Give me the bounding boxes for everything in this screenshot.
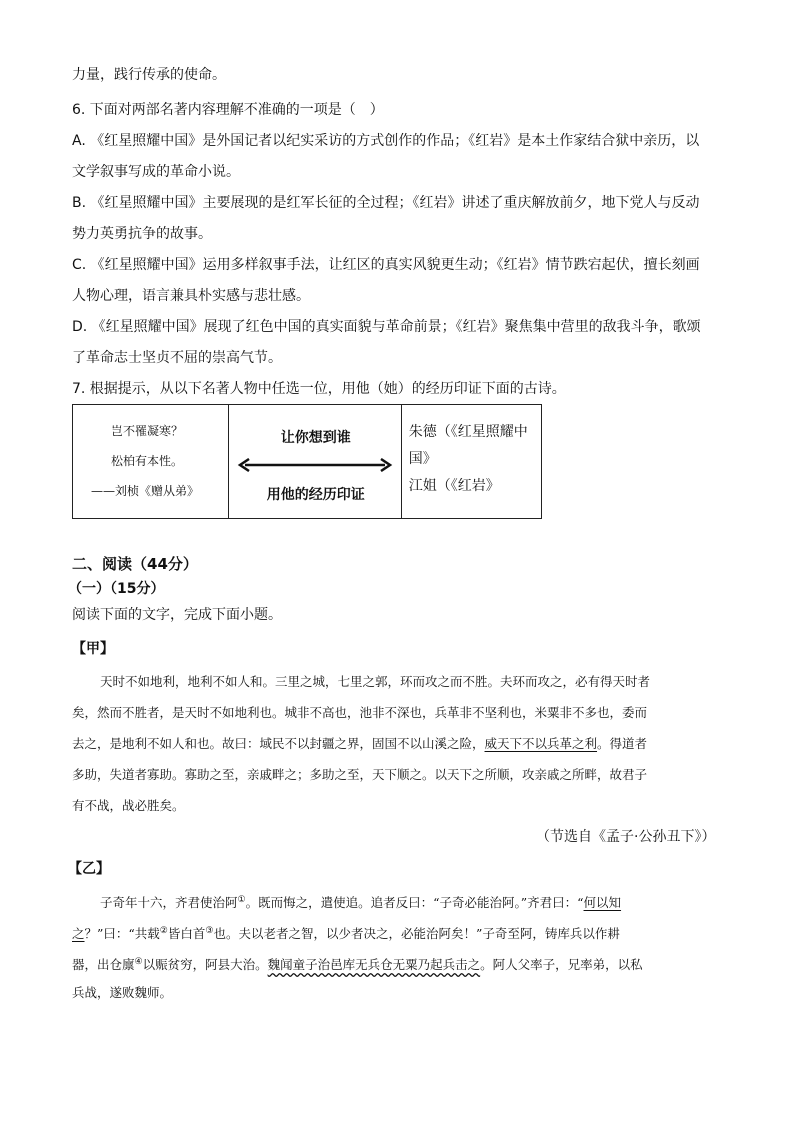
- jia-line-4: 多助，失道者寡助。寡助之至，亲戚畔之；多助之至，天下顺之。以天下之所顺，攻亲戚之所畔，故君子: [72, 767, 648, 782]
- yi-line-1: 子奇年十六，齐君使治阿①。既而悔之，遣使追。追者反曰：“子奇必能治阿。”齐君曰：“何以知: [100, 895, 622, 911]
- question-7-table: [72, 404, 542, 519]
- character-jiangjie: 江姐（《红岩》: [408, 478, 500, 494]
- paragraph-line: 力量，践行传承的使命。: [72, 67, 226, 83]
- poem-line-1: 岂不罹凝寒？: [111, 424, 184, 438]
- option-d-line-1: D. 《红星照耀中国》展现了红色中国的真实面貌与革命前景；《红岩》聚焦集中营里的敌我斗争，歌颂: [72, 319, 701, 335]
- question-6-stem: 6. 下面对两部名著内容理解不准确的一项是（ ）: [72, 102, 384, 118]
- footnote-marker: ②: [159, 926, 168, 936]
- poem-line-2: 松柏有本性。: [111, 454, 184, 468]
- jia-line-1: 天时不如地利，地利不如人和。三里之城，七里之郭，环而攻之而不胜。夫环而攻之，必有得天时者: [100, 674, 651, 689]
- jia-line-2: 矣，然而不胜者，是天时不如地利也。城非不高也，池非不深也，兵革非不坚利也，米粟非不多也，委而: [72, 705, 648, 720]
- jia-line-5: 有不战，战必胜矣。: [72, 798, 185, 813]
- option-b-line-1: B. 《红星照耀中国》主要展现的是红军长征的全过程；《红岩》讲述了重庆解放前夕，地下党人与反动: [72, 195, 700, 211]
- option-a-line-2: 文学叙事写成的革命小说。: [72, 164, 240, 180]
- jia-source: （节选自《孟子·公孙丑下》）: [536, 829, 716, 845]
- character-zhude-line-1: 朱德（《红星照耀中: [408, 424, 528, 440]
- characters-cell: [401, 405, 541, 519]
- poem-author: ——刘桢《赠从弟》: [91, 484, 200, 498]
- arrow-cell: [229, 405, 402, 519]
- arrow-top-text: 让你想到谁: [280, 430, 351, 446]
- question-7-stem: 7. 根据提示，从以下名著人物中任选一位，用他（她）的经历印证下面的古诗。: [72, 381, 566, 397]
- footnote-marker: ④: [134, 957, 143, 967]
- section-title: 二、阅读（44分）: [72, 555, 198, 573]
- yi-line-3: 器，出仓廪④以赈贫穷，阿县大治。魏闻童子治邑库无兵仓无粟乃起兵击之。阿人父率子，兄率弟，以私: [72, 957, 643, 973]
- passage-jia-label: 【甲】: [72, 641, 114, 657]
- option-a-line-1: A. 《红星照耀中国》是外国记者以纪实采访的方式创作的作品；《红岩》是本土作家结合狱中亲历，以: [72, 133, 700, 149]
- character-zhude-line-2: 国》: [408, 451, 437, 467]
- option-d-line-2: 了革命志士坚贞不屈的崇高气节。: [72, 350, 282, 366]
- yi-line-2: 之？”曰：“共载②皆白首③也。夫以老者之智，以少者决之，必能治阿矣！”子奇至阿，铸库兵以作耕: [72, 926, 620, 942]
- subsection-title: （一）（15分）: [68, 581, 165, 597]
- yi-line-4: 兵战，遂败魏师。: [72, 985, 173, 1000]
- footnote-marker: ①: [237, 895, 246, 905]
- arrow-bottom-text: 用他的经历印证: [266, 487, 365, 503]
- footnote-marker: ③: [205, 926, 214, 936]
- jia-line-3: 去之，是地利不如人和也。故曰：域民不以封疆之界，固国不以山溪之险，威天下不以兵革之利。得道者: [72, 736, 648, 751]
- option-b-line-2: 势力英勇抗争的故事。: [72, 226, 212, 242]
- passage-yi-label: 【乙】: [68, 861, 110, 877]
- underlined-phrase: 何以知: [583, 895, 622, 911]
- option-c-line-2: 人物心理，语言兼具朴实感与悲壮感。: [72, 288, 310, 304]
- wavy-underlined-sentence: 魏闻童子治邑库无兵仓无粟乃起兵击之: [267, 957, 481, 973]
- poem-cell: [73, 405, 229, 519]
- underlined-sentence: 威天下不以兵革之利: [484, 736, 598, 751]
- option-c-line-1: C. 《红星照耀中国》运用多样叙事手法，让红区的真实风貌更生动；《红岩》情节跌宕起伏，擅长刻画: [72, 257, 700, 273]
- double-arrow-icon: [237, 458, 393, 472]
- instruction: 阅读下面的文字，完成下面小题。: [72, 607, 282, 623]
